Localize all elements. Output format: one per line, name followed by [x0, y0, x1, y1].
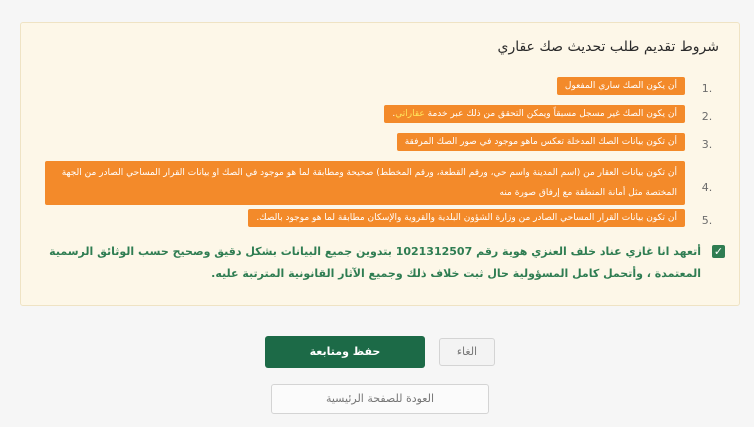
term-number: 5. — [701, 214, 713, 227]
term-number: 3. — [701, 138, 713, 151]
term-number: 1. — [701, 82, 713, 95]
term-1 — [39, 77, 715, 99]
term-text: أن يكون الصك غير مسجل مسبقاً ويمكن التحقق من ذلك عبر خدمة عقاراتي. — [384, 105, 685, 123]
terms-panel — [20, 22, 740, 306]
term-3 — [39, 133, 715, 155]
pledge-text: أتعهد انا غازي عناد خلف العنزي هوية رقم 1021312507 بتدوين جميع البيانات بشكل دقيق وصحيح حسب الوثائق الرسمية المعتمدة ، وأتحمل كامل المسؤولية حال ثبت خلاف ذلك وجميع الآثار القانونية المترتبة عليه. — [49, 245, 701, 280]
back-home-button[interactable]: العودة للصفحة الرئيسية — [271, 384, 489, 414]
pledge-checkbox[interactable]: ✓ — [713, 245, 724, 258]
term-number: 4. — [701, 181, 713, 194]
term-5 — [39, 209, 715, 231]
term-2 — [39, 105, 715, 127]
save-continue-button[interactable]: حفظ ومتابعة — [265, 336, 425, 368]
aqarati-link[interactable]: عقاراتي — [395, 109, 425, 119]
term-4 — [39, 161, 715, 205]
term-text: أن تكون بيانات الصك المدخلة تعكس ماهو موجود في صور الصك المرفقة — [397, 133, 685, 151]
page-title: شروط تقديم طلب تحديث صك عقاري — [497, 39, 719, 55]
term-text: أن تكون بيانات العقار من (اسم المدينة واسم حي، ورقم القطعة، ورقم المخطط) صحيحة ومطابقة لما هو موجود في الصك او بيانات القرار المساحي الصادر من الجهة المختصة مثل أمانة المنطقة مع إرفاق صورة منه — [45, 161, 685, 205]
term-text: أن يكون الصك ساري المفعول — [557, 77, 685, 95]
term-text: أن تكون بيانات القرار المساحي الصادر من وزارة الشؤون البلدية والقروية والإسكان مطابقة لما هو موجود بالصك. — [248, 209, 685, 227]
cancel-button[interactable]: الغاء — [439, 338, 495, 366]
term-number: 2. — [701, 110, 713, 123]
